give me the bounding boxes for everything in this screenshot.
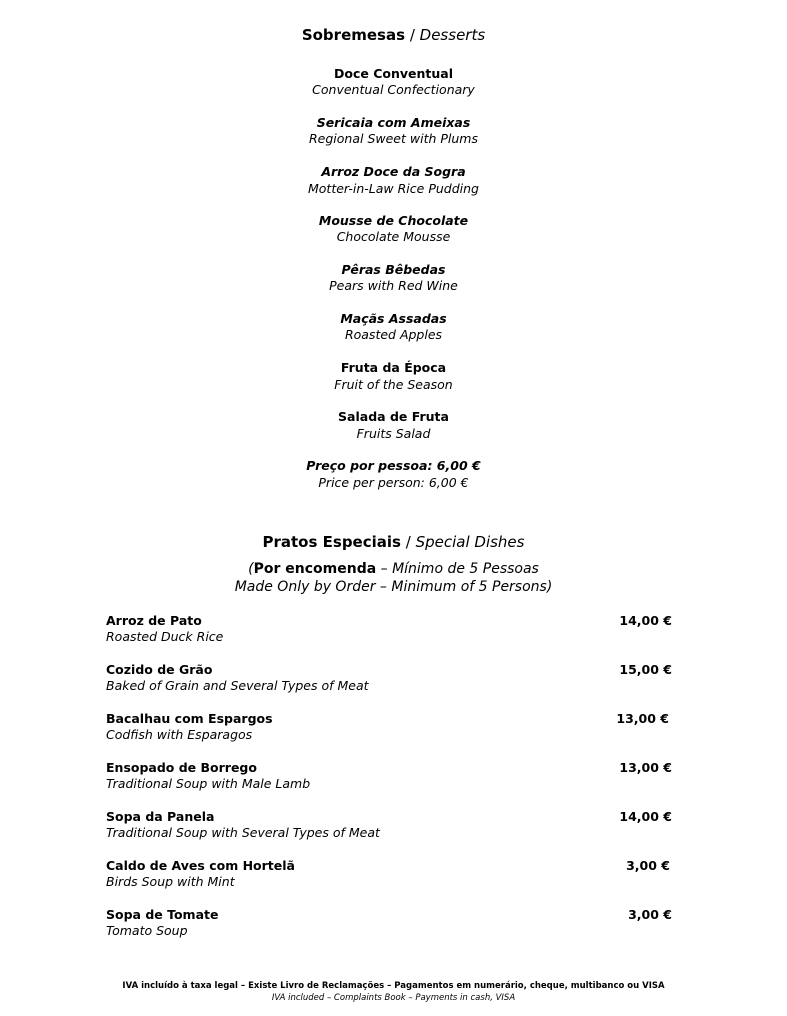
dessert-price-pt: Preço por pessoa: 6,00 € bbox=[306, 458, 481, 473]
desserts-title bbox=[0, 26, 787, 44]
dish-name: Caldo de Aves com Hortelã bbox=[106, 858, 295, 873]
special-dish-row bbox=[106, 711, 672, 742]
dish-name: Arroz de Pato bbox=[106, 613, 202, 628]
dish-translation: Traditional Soup with Several Types of Meat bbox=[106, 825, 380, 840]
dessert-translation: Fruits Salad bbox=[356, 426, 431, 441]
title-separator: / bbox=[405, 533, 411, 551]
dish-price: 13,00 € bbox=[616, 711, 669, 726]
dish-price: 14,00 € bbox=[619, 809, 672, 824]
dessert-translation: Roasted Apples bbox=[344, 327, 443, 342]
dish-price: 13,00 € bbox=[619, 760, 672, 775]
dessert-translation: Conventual Confectionary bbox=[312, 82, 475, 97]
dish-name: Sopa da Panela bbox=[106, 809, 215, 824]
dessert-name: Doce Conventual bbox=[334, 66, 453, 81]
order-note-bold: Por encomenda bbox=[253, 561, 377, 577]
dessert-name: Pêras Bêbedas bbox=[341, 262, 446, 277]
dish-translation: Codfish with Esparagos bbox=[106, 727, 253, 742]
dessert-translation: Fruit of the Season bbox=[334, 377, 453, 392]
dish-translation: Roasted Duck Rice bbox=[106, 629, 224, 644]
dessert-name: Fruta da Época bbox=[340, 360, 447, 375]
order-note-rest: – Mínimo de 5 Pessoas bbox=[376, 561, 539, 577]
dish-translation: Traditional Soup with Male Lamb bbox=[106, 776, 311, 791]
order-open-paren: ( bbox=[248, 561, 254, 577]
special-dish-row bbox=[106, 613, 672, 644]
specials-title-pt: Pratos Especiais bbox=[262, 533, 401, 551]
footer-line-en: IVA included – Complaints Book – Payments in cash, VISA bbox=[271, 993, 516, 1003]
dish-translation: Birds Soup with Mint bbox=[106, 874, 235, 889]
dish-translation: Tomato Soup bbox=[106, 923, 188, 938]
dish-name: Cozido de Grão bbox=[106, 662, 213, 677]
dish-name: Ensopado de Borrego bbox=[106, 760, 257, 775]
special-dish-row bbox=[106, 809, 672, 840]
special-dish-row bbox=[106, 760, 672, 791]
special-dish-row bbox=[106, 907, 672, 938]
dish-translation: Baked of Grain and Several Types of Meat bbox=[106, 678, 369, 693]
dessert-translation: Pears with Red Wine bbox=[329, 278, 458, 293]
special-dish-row bbox=[106, 858, 672, 889]
dessert-name: Mousse de Chocolate bbox=[318, 213, 469, 228]
desserts-title-pt: Sobremesas bbox=[301, 26, 406, 44]
dessert-translation: Chocolate Mousse bbox=[336, 229, 451, 244]
dessert-name: Maçãs Assadas bbox=[340, 311, 447, 326]
dish-price: 3,00 € bbox=[628, 907, 672, 922]
order-note-en-text: Made Only by Order – Minimum of 5 Persons) bbox=[234, 579, 553, 595]
dessert-translation: Motter-in-Law Rice Pudding bbox=[308, 181, 479, 196]
dish-price: 3,00 € bbox=[626, 858, 670, 873]
dessert-name: Sericaia com Ameixas bbox=[316, 115, 471, 130]
order-note-pt bbox=[0, 561, 787, 577]
dessert-name: Arroz Doce da Sogra bbox=[321, 164, 466, 179]
dessert-translation: Regional Sweet with Plums bbox=[309, 131, 478, 146]
title-separator: / bbox=[409, 26, 415, 44]
dish-name: Bacalhau com Espargos bbox=[106, 711, 273, 726]
dish-price: 14,00 € bbox=[619, 613, 672, 628]
footer-line-pt: IVA incluído à taxa legal – Existe Livro de Reclamações – Pagamentos em numerário, cheque, multibanco ou VISA bbox=[122, 981, 665, 991]
specials-title bbox=[0, 533, 787, 551]
dish-name: Sopa de Tomate bbox=[106, 907, 219, 922]
specials-title-en: Special Dishes bbox=[415, 533, 525, 551]
dessert-price-en: Price per person: 6,00 € bbox=[318, 475, 469, 490]
special-dish-row bbox=[106, 662, 672, 693]
desserts-title-en: Desserts bbox=[419, 26, 486, 44]
dessert-name: Salada de Fruta bbox=[338, 409, 449, 424]
order-note-en bbox=[0, 579, 787, 595]
dish-price: 15,00 € bbox=[619, 662, 672, 677]
